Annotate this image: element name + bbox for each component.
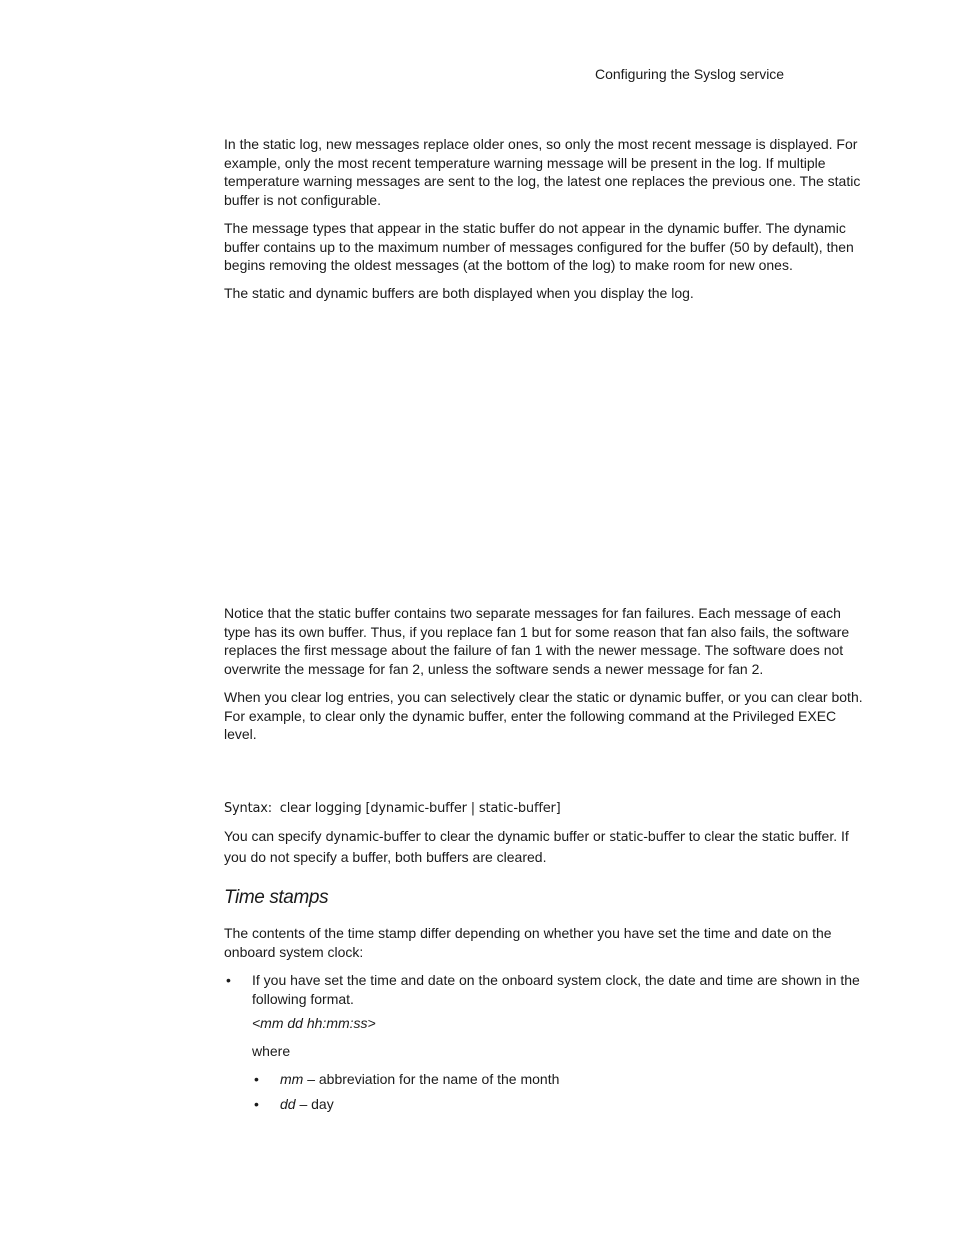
- where-label: where: [252, 1043, 291, 1059]
- list-item-text: [280, 1070, 559, 1088]
- syntax-label: Syntax:: [224, 801, 272, 816]
- section-heading-time-stamps: Time stamps: [224, 887, 329, 908]
- bullet-icon: •: [254, 1096, 259, 1112]
- intro-paragraph-3: The static and dynamic buffers are both displayed when you display the log.: [224, 284, 694, 301]
- dynamic-buffer-keyword: dynamic-buffer: [325, 830, 421, 845]
- intro-section: [224, 135, 870, 312]
- after-example-section: [224, 604, 870, 753]
- term-dd-desc: – day: [295, 1096, 334, 1112]
- specify-text-2: to clear the dynamic buffer or: [420, 828, 610, 844]
- specify-text-3: to clear the static buffer. If you do not specify a buffer, both buffers are cleared.: [224, 828, 849, 865]
- term-mm: mm: [280, 1071, 304, 1087]
- bullet-icon: •: [254, 1071, 259, 1087]
- intro-paragraph-2: The message types that appear in the static buffer do not appear in the dynamic buffer. The dynamic buffer contains up to the maximum number of messages configured for the buffer (50 by default), then begins removing the oldest messages (at the bottom of the log) to make room for new ones.: [224, 219, 854, 274]
- bullet-icon: •: [226, 972, 231, 988]
- intro-paragraph-1: In the static log, new messages replace older ones, so only the most recent message is displayed. For example, only the most recent temperature warning message will be present in the log. If multiple temperature warning messages are sent to the log, the latest one replaces the previous one. The static buffer is not configurable.: [224, 136, 861, 209]
- time-format: <mm dd hh:mm:ss>: [252, 1015, 376, 1031]
- list-item-text: [280, 1095, 334, 1113]
- syntax-command: clear logging [dynamic-buffer | static-buffer]: [279, 801, 561, 816]
- list-item-text: If you have set the time and date on the onboard system clock, the date and time are shown in the following format.: [252, 972, 860, 1007]
- clear-log-paragraph: When you clear log entries, you can selectively clear the static or dynamic buffer, or you can clear both. For example, to clear only the dynamic buffer, enter the following command at the Privileged EXEC level.: [224, 688, 863, 743]
- static-buffer-keyword: static-buffer: [609, 830, 685, 845]
- time-stamp-intro: The contents of the time stamp differ depending on whether you have set the time and date on the onboard system clock:: [224, 925, 832, 960]
- syntax-line: [224, 800, 870, 819]
- specify-text-1: You can specify: [224, 828, 326, 844]
- specify-paragraph: [224, 827, 870, 866]
- running-header: Configuring the Syslog service: [595, 66, 785, 82]
- term-mm-desc: – abbreviation for the name of the month: [303, 1071, 560, 1087]
- fan-failures-paragraph: Notice that the static buffer contains two separate messages for fan failures. Each message of each type has its own buffer. Thus, if you replace fan 1 but for some reason that fan also fails, the software replaces the first message about the failure of fan 1 with the newer message. The software does not overwrite the message for fan 2, unless the software sends a newer message for fan 2.: [224, 605, 850, 678]
- term-dd: dd: [280, 1096, 296, 1112]
